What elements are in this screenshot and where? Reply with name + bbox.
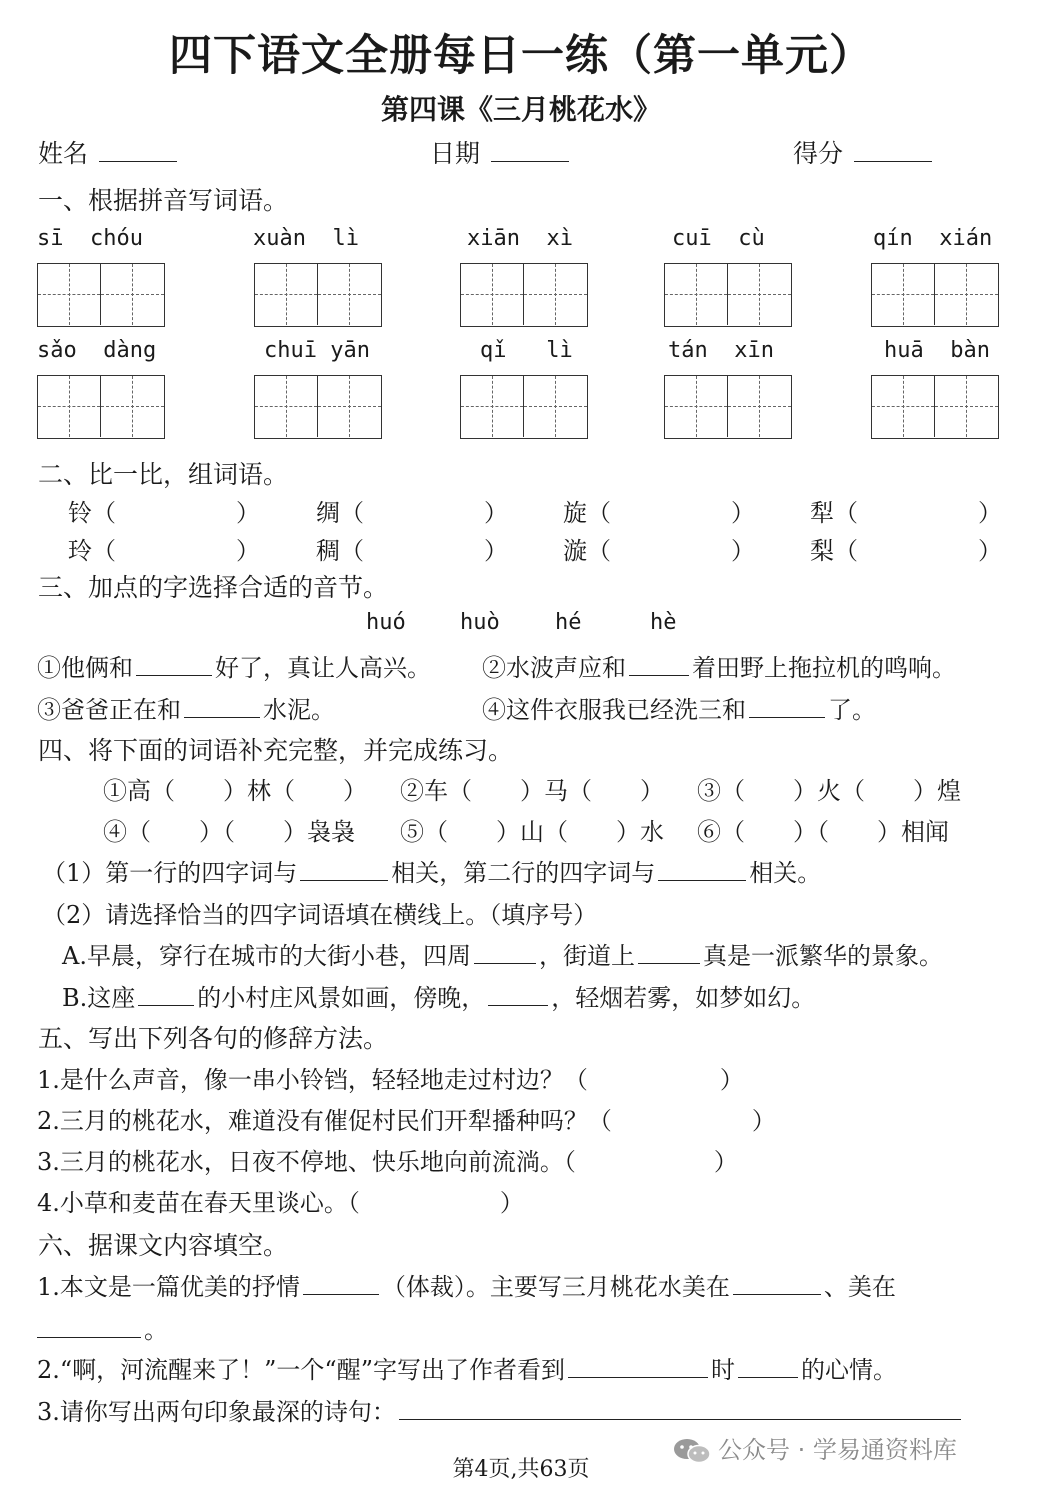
idiom-item: ③（ ）火（ ）煌 (697, 777, 961, 805)
answer-blank[interactable] (37, 1315, 141, 1338)
answer-blank[interactable] (184, 695, 260, 718)
idiom-item: ①高（ ）林（ ） (103, 777, 367, 805)
answer-blank[interactable] (738, 1355, 798, 1378)
syllable-option: hè (650, 610, 677, 635)
section3-heading: 三、加点的字选择合适的音节。 (38, 573, 389, 602)
score-field (793, 134, 935, 170)
compare-item: 梨（ ） (810, 537, 1002, 565)
question-3-4: ④这件衣服我已经洗三和 了。 (482, 696, 876, 724)
syllable-option: hé (555, 610, 582, 635)
name-blank[interactable] (99, 139, 177, 162)
answer-blank[interactable] (399, 1397, 961, 1420)
writing-grid[interactable] (37, 263, 165, 327)
pinyin-item: sī chóu (37, 226, 143, 251)
pinyin-item: xuàn lì (253, 226, 359, 251)
answer-blank[interactable] (136, 653, 212, 676)
section6-heading: 六、据课文内容填空。 (38, 1231, 289, 1260)
compare-item: 旋（ ） (563, 499, 755, 527)
answer-blank[interactable] (303, 1272, 379, 1295)
question-6-2: 2.“啊，河流醒来了！”一个“醒”字写出了作者看到 时 的心情。 (37, 1356, 897, 1384)
compare-item: 玲（ ） (68, 537, 260, 565)
date-field (430, 134, 572, 170)
question-5-1: 1.是什么声音，像一串小铃铛，轻轻地走过村边？（ ） (37, 1066, 744, 1094)
score-label: 得分 (793, 139, 844, 168)
writing-grid[interactable] (460, 375, 588, 439)
answer-blank[interactable] (733, 1272, 821, 1295)
answer-blank[interactable] (474, 941, 536, 964)
answer-blank[interactable] (629, 653, 689, 676)
writing-grid[interactable] (460, 263, 588, 327)
writing-grid[interactable] (664, 375, 792, 439)
question-4-1: （1）第一行的四字词与 相关，第二行的四字词与 相关。 (42, 859, 822, 887)
name-field (38, 134, 180, 170)
pinyin-item: sǎo dàng (37, 338, 157, 363)
question-3-3: ③爸爸正在和 水泥。 (37, 696, 335, 724)
question-3-2: ②水波声应和 着田野上拖拉机的鸣响。 (482, 654, 956, 682)
question-4-2: （2）请选择恰当的四字词语填在横线上。（填序号） (42, 901, 598, 929)
question-6-3: 3.请你写出两句印象最深的诗句： (37, 1392, 964, 1427)
page-title: 四下语文全册每日一练（第一单元） (169, 31, 873, 81)
section4-heading: 四、将下面的词语补充完整，并完成练习。 (38, 736, 514, 765)
date-blank[interactable] (491, 139, 569, 162)
answer-blank[interactable] (568, 1355, 708, 1378)
syllable-option: huó (366, 610, 406, 635)
compare-item: 稠（ ） (316, 537, 508, 565)
question-5-2: 2.三月的桃花水，难道没有催促村民们开犁播种吗？（ ） (37, 1107, 776, 1135)
syllable-option: huò (460, 610, 500, 635)
answer-blank[interactable] (638, 941, 700, 964)
question-5-3: 3.三月的桃花水，日夜不停地、快乐地向前流淌。（ ） (37, 1148, 738, 1176)
question-5-4: 4.小草和麦苗在春天里谈心。（ ） (37, 1189, 524, 1217)
pinyin-item: tán xīn (668, 338, 774, 363)
pinyin-item: cuī cù (672, 226, 765, 251)
answer-blank[interactable] (749, 695, 825, 718)
pinyin-item: chuī yān (264, 338, 370, 363)
idiom-item: ④（ ）（ ）袅袅 (103, 818, 355, 846)
pinyin-item: xiān xì (467, 226, 573, 251)
compare-item: 绸（ ） (316, 499, 508, 527)
question-3-1: ①他俩和 好了，真让人高兴。 (37, 654, 431, 682)
name-label: 姓名 (38, 139, 89, 168)
pinyin-item: huā bàn (884, 338, 990, 363)
section5-heading: 五、写出下列各句的修辞方法。 (38, 1024, 389, 1053)
writing-grid[interactable] (664, 263, 792, 327)
pinyin-item: qín xián (873, 226, 993, 251)
page-subtitle: 第四课《三月桃花水》 (380, 93, 661, 126)
writing-grid[interactable] (871, 263, 999, 327)
section2-heading: 二、比一比，组词语。 (38, 460, 289, 489)
question-6-1: 1.本文是一篇优美的抒情 （体裁）。主要写三月桃花水美在 、美在 (37, 1273, 896, 1301)
idiom-item: ②车（ ）马（ ） (400, 777, 664, 805)
pinyin-item: qǐ lì (480, 338, 573, 363)
date-label: 日期 (430, 139, 481, 168)
answer-blank[interactable] (658, 858, 746, 881)
answer-blank[interactable] (138, 983, 194, 1006)
writing-grid[interactable] (254, 263, 382, 327)
writing-grid[interactable] (37, 375, 165, 439)
writing-grid[interactable] (254, 375, 382, 439)
compare-item: 铃（ ） (68, 499, 260, 527)
question-4-2a: A.早晨，穿行在城市的大街小巷，四周 ，街道上 真是一派繁华的景象。 (62, 942, 943, 970)
score-blank[interactable] (854, 139, 932, 162)
compare-item: 漩（ ） (563, 537, 755, 565)
question-4-2b: B.这座 的小村庄风景如画，傍晚， ，轻烟若雾，如梦如幻。 (62, 984, 816, 1012)
page-number: 第4页,共63页 (452, 1457, 590, 1482)
idiom-item: ⑤（ ）山（ ）水 (400, 818, 664, 846)
question-6-1-cont: 。 (37, 1310, 168, 1345)
watermark: 公众号 · 学易通资料库 (672, 1430, 957, 1466)
idiom-item: ⑥（ ）（ ）相闻 (697, 818, 949, 846)
answer-blank[interactable] (300, 858, 388, 881)
compare-item: 犁（ ） (810, 499, 1002, 527)
answer-blank[interactable] (488, 983, 548, 1006)
section1-heading: 一、根据拼音写词语。 (38, 186, 289, 215)
writing-grid[interactable] (871, 375, 999, 439)
